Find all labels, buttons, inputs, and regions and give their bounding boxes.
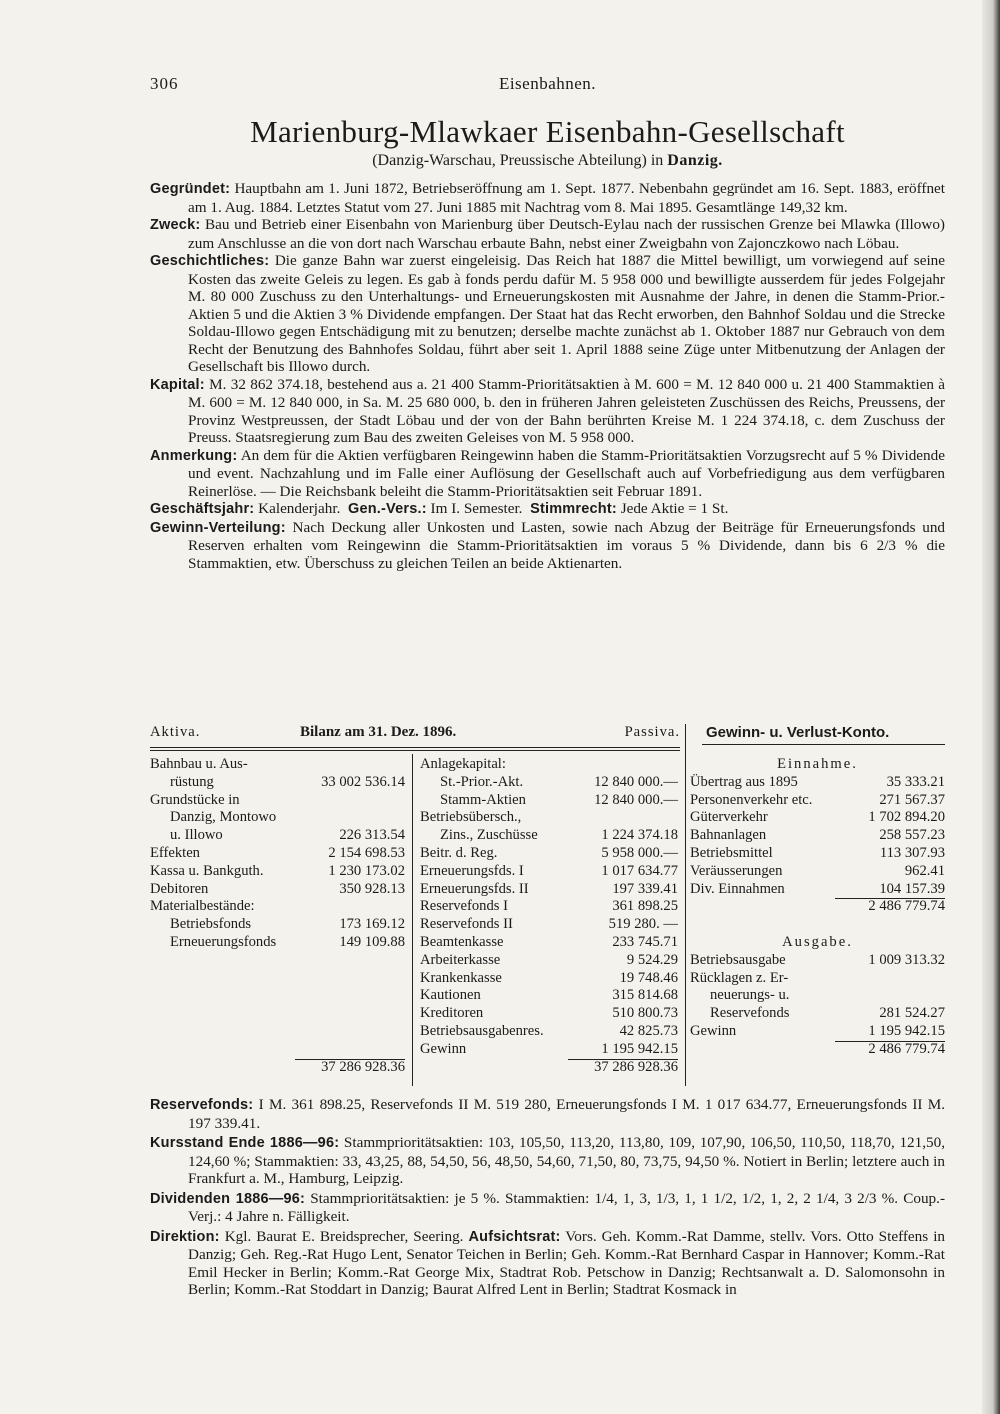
passiva-row (420, 792, 678, 810)
ausgabe-row (690, 952, 945, 970)
subtitle-text: (Danzig-Warschau, Preussische Abteilung) in (372, 152, 664, 169)
passiva-row-value: 1 017 634.77 (601, 862, 678, 879)
einnahme-row-value: 271 567.37 (879, 791, 945, 808)
passiva-row-label: Reservefonds II (420, 916, 513, 933)
passiva-row (420, 774, 678, 792)
text-gewinnverteilung: Nach Deckung aller Unkosten und Lasten, sowie nach Abzug der Beiträge für Erneuerungsfonds und Reserven erhalten vom Reingewinn die Stamm-Prioritätsaktien im voraus 5 % Dividende, dann bis 6 2/3 % die Stammaktien, etw. Überschuss zu gleichen Teilen an beide Aktienarten. (188, 518, 946, 572)
text-dividenden: Stammprioritätsaktien: je 5 %. Stammaktien: 1/4, 1, 3, 1/3, 1, 1 1/2, 1/2, 1, 2, 2 1/4, 3 2/3 %. Coup.-Verj.: 4 Jahre n. Fälligkeit. (188, 1189, 946, 1225)
passiva-row-value: 361 898.25 (612, 898, 678, 915)
aktiva-total-row (150, 1059, 405, 1077)
page-edge-shadow (982, 0, 1000, 1414)
einnahme-total-row (690, 898, 945, 916)
section-kursstand (150, 1134, 945, 1188)
aktiva-row-value: 1 230 173.02 (328, 862, 405, 879)
bilanz-divider (412, 754, 413, 1086)
section-geschaeftsjahr (150, 500, 945, 519)
passiva-row (420, 1023, 678, 1041)
text-genvers: Im I. Semester. (430, 500, 523, 517)
company-footer-details (150, 1096, 945, 1301)
passiva-row-value: 12 840 000.— (594, 773, 678, 790)
passiva-row (420, 809, 678, 827)
aktiva-row-label: Erneuerungsfonds (170, 933, 277, 950)
passiva-row-label: Betriebsübersch., (420, 809, 522, 826)
spacer-row (150, 970, 405, 988)
passiva-row (420, 987, 678, 1005)
aktiva-row-value: 350 928.13 (339, 880, 405, 897)
aktiva-row-value: 33 002 536.14 (321, 773, 405, 790)
passiva-row-label: Arbeiterkasse (420, 951, 501, 968)
text-reservefonds: I M. 361 898.25, Reservefonds II M. 519 280, Erneuerungsfonds I M. 1 017 634.77, Erneuerungsfonds II M. 197 339.41. (188, 1096, 946, 1132)
aktiva-row-value: 149 109.88 (339, 933, 405, 950)
text-anmerkung: An dem für die Aktien verfügbaren Reingewinn haben die Stamm-Prioritätsaktien Vorzugsrecht auf 5 % Dividende und event. Nachzahlung und im Falle einer Auflösung der Gesellschaft auch auf Vorbefriedigung aus dem verfügbaren Reinerlöse. — Die Reichsbank beleiht die Stamm-Prioritätsaktien seit Februar 1891. (188, 446, 945, 500)
passiva-row (420, 898, 678, 916)
aktiva-row-label: rüstung (170, 773, 214, 790)
ausgabe-row (690, 1023, 945, 1041)
passiva-row (420, 1041, 678, 1059)
einnahme-row-label: Veräusserungen (690, 862, 783, 879)
subtitle-city: Danzig. (667, 152, 723, 169)
passiva-row (420, 881, 678, 899)
passiva-row-value: 42 825.73 (619, 1022, 678, 1039)
einnahme-row-label: Betriebsmittel (690, 844, 773, 861)
section-dividenden (150, 1190, 945, 1226)
ausgabe-row (690, 987, 945, 1005)
einnahme-row (690, 863, 945, 881)
aktiva-row-label: Debitoren (150, 880, 209, 897)
passiva-row-label: Reservefonds I (420, 898, 508, 915)
einnahme-row-label: Personenverkehr etc. (690, 791, 813, 808)
aktiva-row-value: 2 154 698.53 (328, 844, 405, 861)
passiva-row-value: 510 800.73 (612, 1005, 678, 1022)
aktiva-row-label: Materialbestände: (150, 898, 255, 915)
passiva-row-label: St.-Prior.-Akt. (440, 773, 524, 790)
einnahme-row-value: 1 702 894.20 (868, 809, 945, 826)
passiva-row-value: 315 814.68 (612, 987, 678, 1004)
ausgabe-total-row (690, 1041, 945, 1059)
einnahme-row (690, 792, 945, 810)
text-geschichtliches: Die ganze Bahn war zuerst eingeleisig. Das Reich hat 1887 die Mittel bewilligt, um vorwiegend auf seine Kosten das zweite Geleis zu legen. Es gab à fonds perdu dafür M. 5 958 000 und bewilligte ausserdem für jedes Folgejahr M. 80 000 Zuschuss zu den Unterhaltungs- und Erneuerungskosten mit Ausnahme der Jahre, in denen die Stamm-Prior.-Aktien 5 und die Aktien 3 % Dividende empfangen. Der Staat hat das Recht erworben, den Bahnhof Soldau und die Strecke Soldau-Illowo gegen Entschädigung mit zu benutzen; derselbe machte zunächst ab 1. Oktober 1887 nur Gebrauch von dem Recht der Benutzung des Bahnhofes Soldau, führt aber seit 1. April 1888 seine Züge unter Mitbenutzung der Anlagen der Gesellschaft bis Illowo durch. (188, 252, 946, 375)
passiva-row-value: 233 745.71 (612, 933, 678, 950)
passiva-row-value: 1 224 374.18 (601, 827, 678, 844)
einnahme-heading: Einnahme. (777, 756, 858, 772)
label-anmerkung: Anmerkung: (150, 447, 238, 464)
aktiva-row (150, 934, 405, 952)
einnahme-row-value: 258 557.23 (879, 827, 945, 844)
aktiva-row-label: Danzig, Montowo (170, 809, 277, 826)
guv-divider (685, 724, 686, 1086)
einnahme-row-value: 35 333.21 (886, 773, 945, 790)
text-stimmrecht: Jede Aktie = 1 St. (620, 500, 729, 517)
einnahme-row-value: 113 307.93 (879, 844, 945, 861)
label-gegruendet: Gegründet: (150, 181, 231, 197)
section-reservefonds (150, 1096, 945, 1132)
aktiva-label: Aktiva. (150, 724, 201, 740)
label-reservefonds: Reservefonds: (150, 1097, 254, 1113)
einnahme-row-value: 104 157.39 (879, 880, 945, 897)
running-head: Eisenbahnen. (498, 74, 597, 93)
bilanz-header (150, 724, 680, 744)
text-aufsichtsrat: Vors. Geh. Komm.-Rat Damme, stellv. Vors. Otto Steffens in Danzig; Geh. Reg.-Rat Hugo Lent, Senator Teichen in Berlin; Geh. Komm.-Rat Bernhard Caspar in Hannover; Komm.-Rat Emil Hecker in Berlin; Komm.-Rat George Mix, Stadtrat Rob. Petschow in Danzig; Rechtsanwalt a. D. Salomonsohn in Berlin; Komm.-Rat Stoddart in Danzig; Baurat Alfred Lent in Berlin; Stadtrat Kosmack in (188, 1227, 946, 1298)
passiva-row-label: Stamm-Aktien (440, 791, 526, 808)
aktiva-row (150, 845, 405, 863)
passiva-row-label: Kautionen (420, 987, 481, 1004)
passiva-row-label: Erneuerungsfds. II (420, 880, 529, 897)
aktiva-row (150, 827, 405, 845)
passiva-row-label: Krankenkasse (420, 969, 502, 986)
passiva-row-label: Kreditoren (420, 1005, 484, 1022)
passiva-row-label: Betriebsausgabenres. (420, 1022, 544, 1039)
aktiva-row-value: 173 169.12 (339, 916, 405, 933)
passiva-row-value: 197 339.41 (612, 880, 678, 897)
passiva-row (420, 845, 678, 863)
text-geschaeftsjahr: Kalenderjahr. (258, 500, 341, 517)
einnahme-row-label: Bahnanlagen (690, 827, 767, 844)
passiva-row-label: Zins., Zuschüsse (440, 827, 538, 844)
label-geschichtliches: Geschichtliches: (150, 253, 270, 269)
ausgabe-row-label: Reservefonds (710, 1005, 790, 1022)
label-aufsichtsrat: Aufsichtsrat: (468, 1228, 561, 1245)
text-kursstand: Stammprioritätsaktien: 103, 105,50, 113,20, 113,80, 109, 107,90, 106,50, 110,50, 118,70, 121,50, 124,60 %; Stammaktien: 33, 43,25, 88, 54,50, 56, 48,50, 54,60, 71,50, 80, 73,75, 94,50 %. Notiert in Berlin; letztere auch in Frankfurt a. M., Hamburg, Leipzig. (188, 1134, 946, 1187)
spacer-row (690, 916, 945, 934)
spacer-row (150, 952, 405, 970)
label-stimmrecht: Stimmrecht: (530, 501, 617, 517)
aktiva-row (150, 809, 405, 827)
aktiva-row-label: u. Illowo (170, 827, 223, 844)
passiva-row (420, 1005, 678, 1023)
section-zweck (150, 216, 945, 252)
passiva-total: 37 286 928.36 (594, 1058, 678, 1075)
spacer-row (150, 987, 405, 1005)
label-kursstand: Kursstand Ende 1886—96: (150, 1135, 340, 1151)
guv-column (690, 756, 945, 1059)
passiva-row-label: Anlagekapital: (420, 756, 506, 772)
text-gegruendet: Hauptbahn am 1. Juni 1872, Betriebseröffnung am 1. Sept. 1877. Nebenbahn gegründet am 16. Sept. 1883, eröffnet am 1. Aug. 1884. Letztes Statut vom 27. Juni 1885 mit Nachtrag vom 8. Mai 1895. Gesamtlänge 149,32 km. (188, 180, 946, 216)
ausgabe-row-label: Betriebsausgabe (690, 951, 786, 968)
text-zweck: Bau und Betrieb einer Eisenbahn von Marienburg über Deutsch-Eylau nach der russischen Grenze bei Mlawka (Illowo) zum Anschlusse an die von dort nach Warschau erbaute Bahn, nebst einer Zweigbahn von Zajonczkowo nach Löbau. (188, 216, 945, 252)
aktiva-row-label: Bahnbau u. Aus- (150, 756, 248, 772)
aktiva-row-label: Kassa u. Bankguth. (150, 862, 264, 879)
passiva-row (420, 934, 678, 952)
passiva-row (420, 916, 678, 934)
aktiva-row (150, 756, 405, 774)
passiva-row-label: Gewinn (420, 1040, 467, 1057)
passiva-row-value: 5 958 000.— (601, 844, 678, 861)
section-anmerkung (150, 447, 945, 501)
bilanz-rule-double (150, 750, 680, 751)
ausgabe-heading: Ausgabe. (782, 933, 853, 950)
aktiva-row-label: Effekten (150, 844, 200, 861)
ausgabe-row-label: Gewinn (690, 1022, 737, 1039)
aktiva-column (150, 756, 405, 1076)
einnahme-row (690, 827, 945, 845)
passiva-total-row (420, 1059, 678, 1077)
passiva-row-value: 1 195 942.15 (601, 1040, 678, 1057)
page-header (150, 74, 945, 98)
section-geschichtliches (150, 252, 945, 376)
label-geschaeftsjahr: Geschäftsjahr: (150, 501, 255, 517)
guv-rule (702, 744, 945, 745)
aktiva-total: 37 286 928.36 (321, 1058, 405, 1075)
passiva-row-label: Beamtenkasse (420, 933, 504, 950)
aktiva-row (150, 774, 405, 792)
section-kapital (150, 376, 945, 447)
aktiva-row (150, 863, 405, 881)
passiva-row-value: 9 524.29 (626, 951, 678, 968)
spacer-row (150, 1005, 405, 1023)
aktiva-row (150, 792, 405, 810)
einnahme-row (690, 809, 945, 827)
passiva-row-value: 519 280. — (608, 916, 678, 933)
label-kapital: Kapital: (150, 376, 205, 393)
section-gewinnverteilung (150, 519, 945, 573)
passiva-row-value: 12 840 000.— (594, 791, 678, 808)
passiva-row-label: Beitr. d. Reg. (420, 844, 498, 861)
ausgabe-row-label: neuerungs- u. (710, 987, 790, 1004)
section-gegruendet (150, 180, 945, 216)
label-dividenden: Dividenden 1886—96: (150, 1190, 306, 1207)
ausgabe-row (690, 1005, 945, 1023)
einnahme-total: 2 486 779.74 (868, 898, 945, 915)
passiva-column (420, 756, 678, 1076)
passiva-row (420, 827, 678, 845)
label-genvers: Gen.-Vers.: (347, 501, 427, 517)
ausgabe-total: 2 486 779.74 (868, 1040, 945, 1057)
einnahme-row (690, 881, 945, 899)
passiva-label: Passiva. (624, 724, 680, 740)
text-direktion: Kgl. Baurat E. Breidsprecher, Seering. (224, 1227, 464, 1245)
aktiva-row (150, 916, 405, 934)
spacer-row (150, 1041, 405, 1059)
label-zweck: Zweck: (150, 217, 201, 233)
aktiva-row-value: 226 313.54 (339, 827, 405, 844)
passiva-row (420, 863, 678, 881)
ausgabe-row-value: 1 009 313.32 (868, 951, 945, 968)
einnahme-row-label: Güterverkehr (690, 809, 768, 826)
einnahme-row (690, 774, 945, 792)
ausgabe-row-value: 281 524.27 (879, 1005, 945, 1022)
company-title: Marienburg-Mlawkaer Eisenbahn-Gesellschaft (250, 114, 845, 149)
passiva-row (420, 756, 678, 774)
section-direktion (150, 1228, 945, 1299)
passiva-row-label: Erneuerungsfds. I (420, 862, 524, 879)
passiva-row (420, 952, 678, 970)
einnahme-row-value: 962.41 (904, 862, 945, 879)
einnahme-row-label: Übertrag aus 1895 (690, 773, 798, 790)
spacer-row (150, 1023, 405, 1041)
passiva-row (420, 970, 678, 988)
balance-sheet (150, 724, 945, 1086)
company-subtitle (150, 152, 945, 170)
page-number: 306 (150, 74, 179, 93)
bilanz-rule (150, 747, 680, 748)
company-details (150, 180, 945, 572)
label-direktion: Direktion: (150, 1228, 220, 1245)
label-gewinnverteilung: Gewinn-Verteilung: (150, 519, 286, 536)
passiva-row-value: 19 748.46 (619, 969, 678, 986)
aktiva-row-label: Betriebsfonds (170, 916, 252, 933)
aktiva-row (150, 898, 405, 916)
aktiva-row (150, 881, 405, 899)
ausgabe-row-value: 1 195 942.15 (868, 1022, 945, 1039)
einnahme-row-label: Div. Einnahmen (690, 880, 785, 897)
ausgabe-row (690, 970, 945, 988)
text-kapital: M. 32 862 374.18, bestehend aus a. 21 400 Stamm-Prioritätsaktien à M. 600 = M. 12 840 000 u. 21 400 Stammaktien à M. 600 = M. 12 840 000, in Sa. M. 25 680 000, b. den in früheren Jahren geleisteten Zuschüssen des Reichs, Preussens, der Provinz Westpreussen, der Stadt Löbau und der von der Bahn berührten Kreise M. 1 224 374.18, c. dem Zuschuss der Preuss. Staatsregierung zum Bau des zweiten Geleises von M. 5 958 000. (188, 375, 945, 446)
guv-title: Gewinn- u. Verlust-Konto. (706, 724, 890, 741)
bilanz-title: Bilanz am 31. Dez. 1896. (300, 724, 457, 740)
einnahme-row (690, 845, 945, 863)
aktiva-row-label: Grundstücke in (150, 791, 240, 808)
ausgabe-row-label: Rücklagen z. Er- (690, 969, 789, 986)
